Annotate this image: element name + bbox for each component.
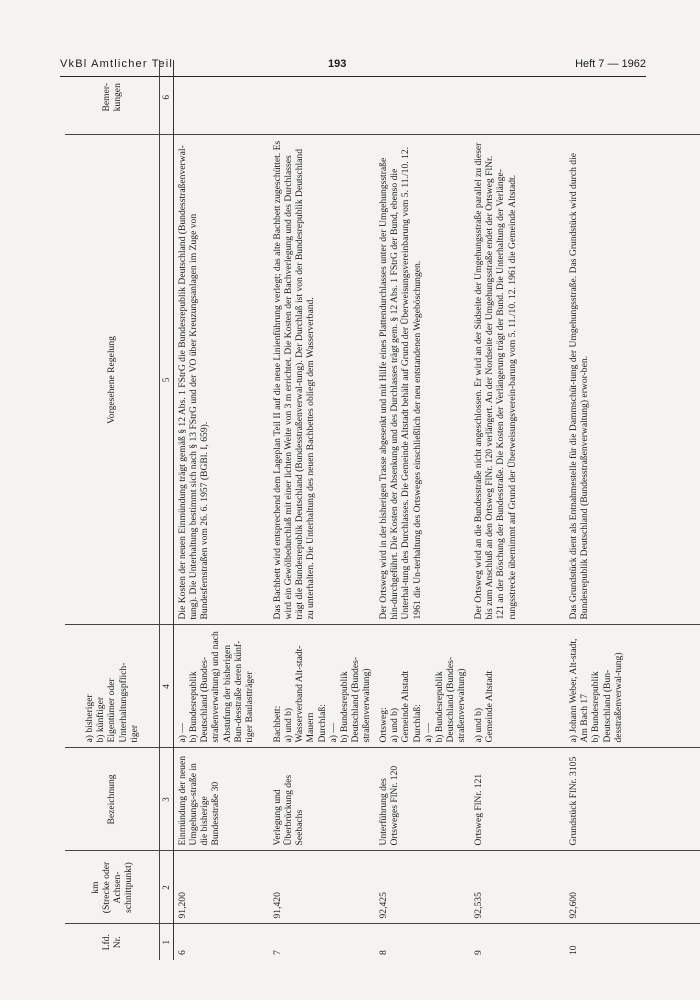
km-cell: 92,425 bbox=[375, 851, 470, 924]
regelung-cell: Das Grundstück dient als Entnahmestelle für die Dammschüt-tung der Umgehungsstraße. Das Grundstück wird durch die Bundesrepublik Deutschland (Bundesstraßenverwaltung) erwor-ben. bbox=[565, 135, 700, 625]
bezeichnung-cell: Ortsweg FlNr. 121 bbox=[470, 748, 565, 851]
column-number: 5 bbox=[160, 135, 174, 625]
bemerkungen-cell bbox=[375, 60, 470, 135]
column-number: 4 bbox=[160, 625, 174, 748]
header-lfd-nr: Lfd. Nr. bbox=[65, 924, 160, 960]
row-number: 6 bbox=[177, 950, 188, 955]
km-cell: 92,600 bbox=[565, 851, 700, 924]
km-cell: 91,200 bbox=[174, 851, 270, 924]
table-row bbox=[565, 60, 700, 960]
eigentuemer-cell: a) — b) Bundesrepublik Deutschland (Bundes-straßenverwaltung) und nach Abstufung der bisherigen Bun-desstraße deren künf-tiger Baulastträger bbox=[174, 625, 270, 748]
regelung-cell: Das Bachbett wird entsprechend dem Lageplan Teil II auf die neue Linienführung verlegt; das alte Bachbett zugeschüttet. Es wird ein Gewölbedurchlaß mit einer lichten Weite von 3 m errichtet. Die Kosten der Bachverlegung und des Durchlasses trägt die Bundesrepublik Deutschland (Bundesstraßenverwal-tung). Der Durchlaß ist von der Bundesrepublik Deutschland zu unterhalten. Die Unterhaltung des neuen Bachbettes obliegt dem Wasserverband. bbox=[269, 135, 375, 625]
table-row bbox=[470, 60, 565, 960]
regelung-cell: Der Ortsweg wird in der bisherigen Trasse abgesenkt und mit Hilfe eines Plattendurchlasses unter der Umgehungsstraße hin-durchgeführt. Die Kosten der Absenkung und des Durchlasses trägt gem. § 12 Abs. 1 FStrG der Bund, ebenso die Unterhal-tung des Durchlasses. Die Gemeinde Altstadt behält auf Grund der Überweisungsvereinbarung vom 5. 11./10. 12. 1961 die Un-terhaltung des Ortsweges einschließlich der neu entstandenen Wegeböschungen. bbox=[375, 135, 470, 625]
page-number: 193 bbox=[328, 58, 347, 70]
regelung-cell: Die Kosten der neuen Einmündung trägt gemäß § 12 Abs. 1 FStrG die Bundesrepublik Deutschland (Bundesstraßenverwal-tung). Die Unterhaltung bestimmt sich nach § 13 FStrG und der VO über Kreuzungsanlagen im Zuge von Bundesfernstraßen vom 26. 6. 1957 (BGBl. I, 659). bbox=[174, 135, 270, 625]
regulation-table bbox=[65, 60, 700, 960]
eigentuemer-cell: Bachbett: a) und b) Wasserverband Alt-stadt-Mauern Durchlaß: a) — b) Bundesrepublik Deutschland (Bundes-straßenverwaltung) bbox=[269, 625, 375, 748]
bemerkungen-cell bbox=[269, 60, 375, 135]
column-number: 1 bbox=[160, 924, 174, 960]
bezeichnung-cell: Grundstück FlNr. 3105 bbox=[565, 748, 700, 851]
bezeichnung-cell: Einmündung der neuen Umgehungs-straße in die bisherige Bundesstraße 30 bbox=[174, 748, 270, 851]
rotated-table-container bbox=[65, 60, 675, 960]
column-number: 2 bbox=[160, 851, 174, 924]
bezeichnung-cell: Unterführung des Ortsweges FlNr. 120 bbox=[375, 748, 470, 851]
header-row bbox=[65, 60, 160, 960]
row-number: 8 bbox=[378, 950, 390, 955]
header-regelung: Vorgesehene Regelung bbox=[65, 135, 160, 625]
km-cell: 91,420 bbox=[269, 851, 375, 924]
row-number: 10 bbox=[568, 945, 580, 955]
header-eigentuemer: a) bisheriger b) künftiger Eigentümer oder Unterhaltungspflich- tiger bbox=[65, 625, 160, 748]
bemerkungen-cell bbox=[565, 60, 700, 135]
bemerkungen-cell bbox=[174, 60, 270, 135]
bezeichnung-cell: Verlegung und Überbrückung des Seebachs bbox=[269, 748, 375, 851]
column-number: 6 bbox=[160, 60, 174, 135]
header-bezeichnung: Bezeichnung bbox=[65, 748, 160, 851]
row-number: 9 bbox=[473, 950, 485, 955]
table-row bbox=[269, 60, 375, 960]
table-row bbox=[174, 60, 270, 960]
eigentuemer-cell: a) Johann Weber, Alt-stadt, Am Bach 17 b) Bundesrepublik Deutschland (Bun-desstraßenverwal-tung) bbox=[565, 625, 700, 748]
row-number: 7 bbox=[272, 950, 283, 955]
regelung-cell: Der Ortsweg wird an die Bundesstraße nicht angeschlossen. Er wird an der Südseite der Umgehungsstraße parallel zu dieser bis zum Anschluß an den Ortsweg FlNr. 120 verlängert. An der Nordseite der Umgehungsstraße endet der Ortsweg FlNr. 121 an der Böschung der Bundesstraße. Die Kosten der Verlängerung trägt der Bund. Die Unterhaltung der Verlänge-rungsstrecke übernimmt auf Grund der Überweisungsverein-barung vom 5. 11./10. 12. 1961 die Gemeinde Altstadt. bbox=[470, 135, 565, 625]
journal-title: VkBl Amtlicher Teil bbox=[60, 58, 174, 70]
table-row bbox=[375, 60, 470, 960]
km-cell: 92,535 bbox=[470, 851, 565, 924]
column-number: 3 bbox=[160, 748, 174, 851]
header-bemerkungen: Bemer- kungen bbox=[65, 60, 160, 135]
eigentuemer-cell: Ortsweg: a) und b) Gemeinde Altstadt Durchlaß: a) — b) Bundesrepublik Deutschland (Bundes-straßenverwaltung) bbox=[375, 625, 470, 748]
header-km: km (Strecke oder Achsen- schnittpunkt) bbox=[65, 851, 160, 924]
column-number-row bbox=[160, 60, 174, 960]
eigentuemer-cell: a) und b) Gemeinde Altstadt bbox=[470, 625, 565, 748]
issue-label: Heft 7 — 1962 bbox=[575, 58, 646, 70]
bemerkungen-cell bbox=[470, 60, 565, 135]
